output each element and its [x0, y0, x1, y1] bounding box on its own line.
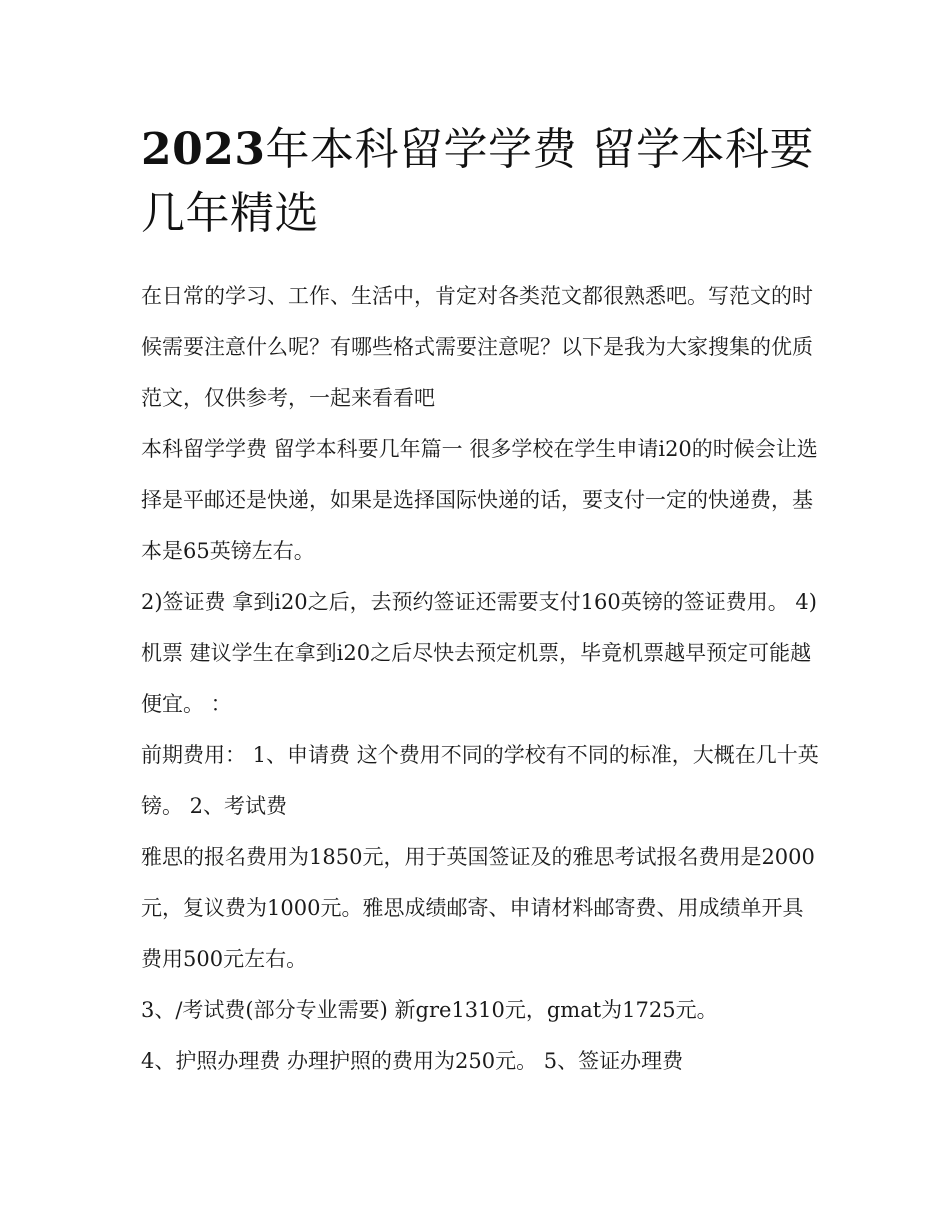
paragraph-intro: 在日常的学习、工作、生活中，肯定对各类范文都很熟悉吧。写范文的时候需要注意什么呢？有哪些格式需要注意呢？以下是我为大家搜集的优质范文，仅供参考，一起来看看吧 — [141, 284, 813, 410]
paragraph-passport-fees: 4、护照办理费 办理护照的费用为250元。 5、签证办理费 — [141, 1049, 684, 1073]
document-content — [141, 118, 821, 1087]
paragraph-early-costs: 前期费用： 1、申请费 这个费用不同的学校有不同的标准，大概在几十英镑。 2、考试费 — [141, 743, 819, 818]
paragraph-section-one: 本科留学学费 留学本科要几年篇一 很多学校在学生申请i20的时候会让选择是平邮还是快递，如果是选择国际快递的话，要支付一定的快递费，基本是65英镑左右。 — [141, 437, 818, 563]
title-year: 2023 — [141, 124, 266, 175]
title-text: 年本科留学学费 留学本科要几年精选 — [141, 124, 814, 239]
document-title — [141, 118, 821, 246]
document-body — [141, 271, 821, 1087]
paragraph-exam-fees: 3、/考试费(部分专业需要) 新gre1310元，gmat为1725元。 — [141, 998, 718, 1022]
paragraph-ielts-fees: 雅思的报名费用为1850元，用于英国签证及的雅思考试报名费用是2000元，复议费为1000元。雅思成绩邮寄、申请材料邮寄费、用成绩单开具费用500元左右。 — [141, 845, 815, 971]
paragraph-visa-flight: 2)签证费 拿到i20之后，去预约签证还需要支付160英镑的签证费用。 4)机票 建议学生在拿到i20之后尽快去预定机票，毕竟机票越早预定可能越便宜。 ： — [141, 590, 817, 716]
